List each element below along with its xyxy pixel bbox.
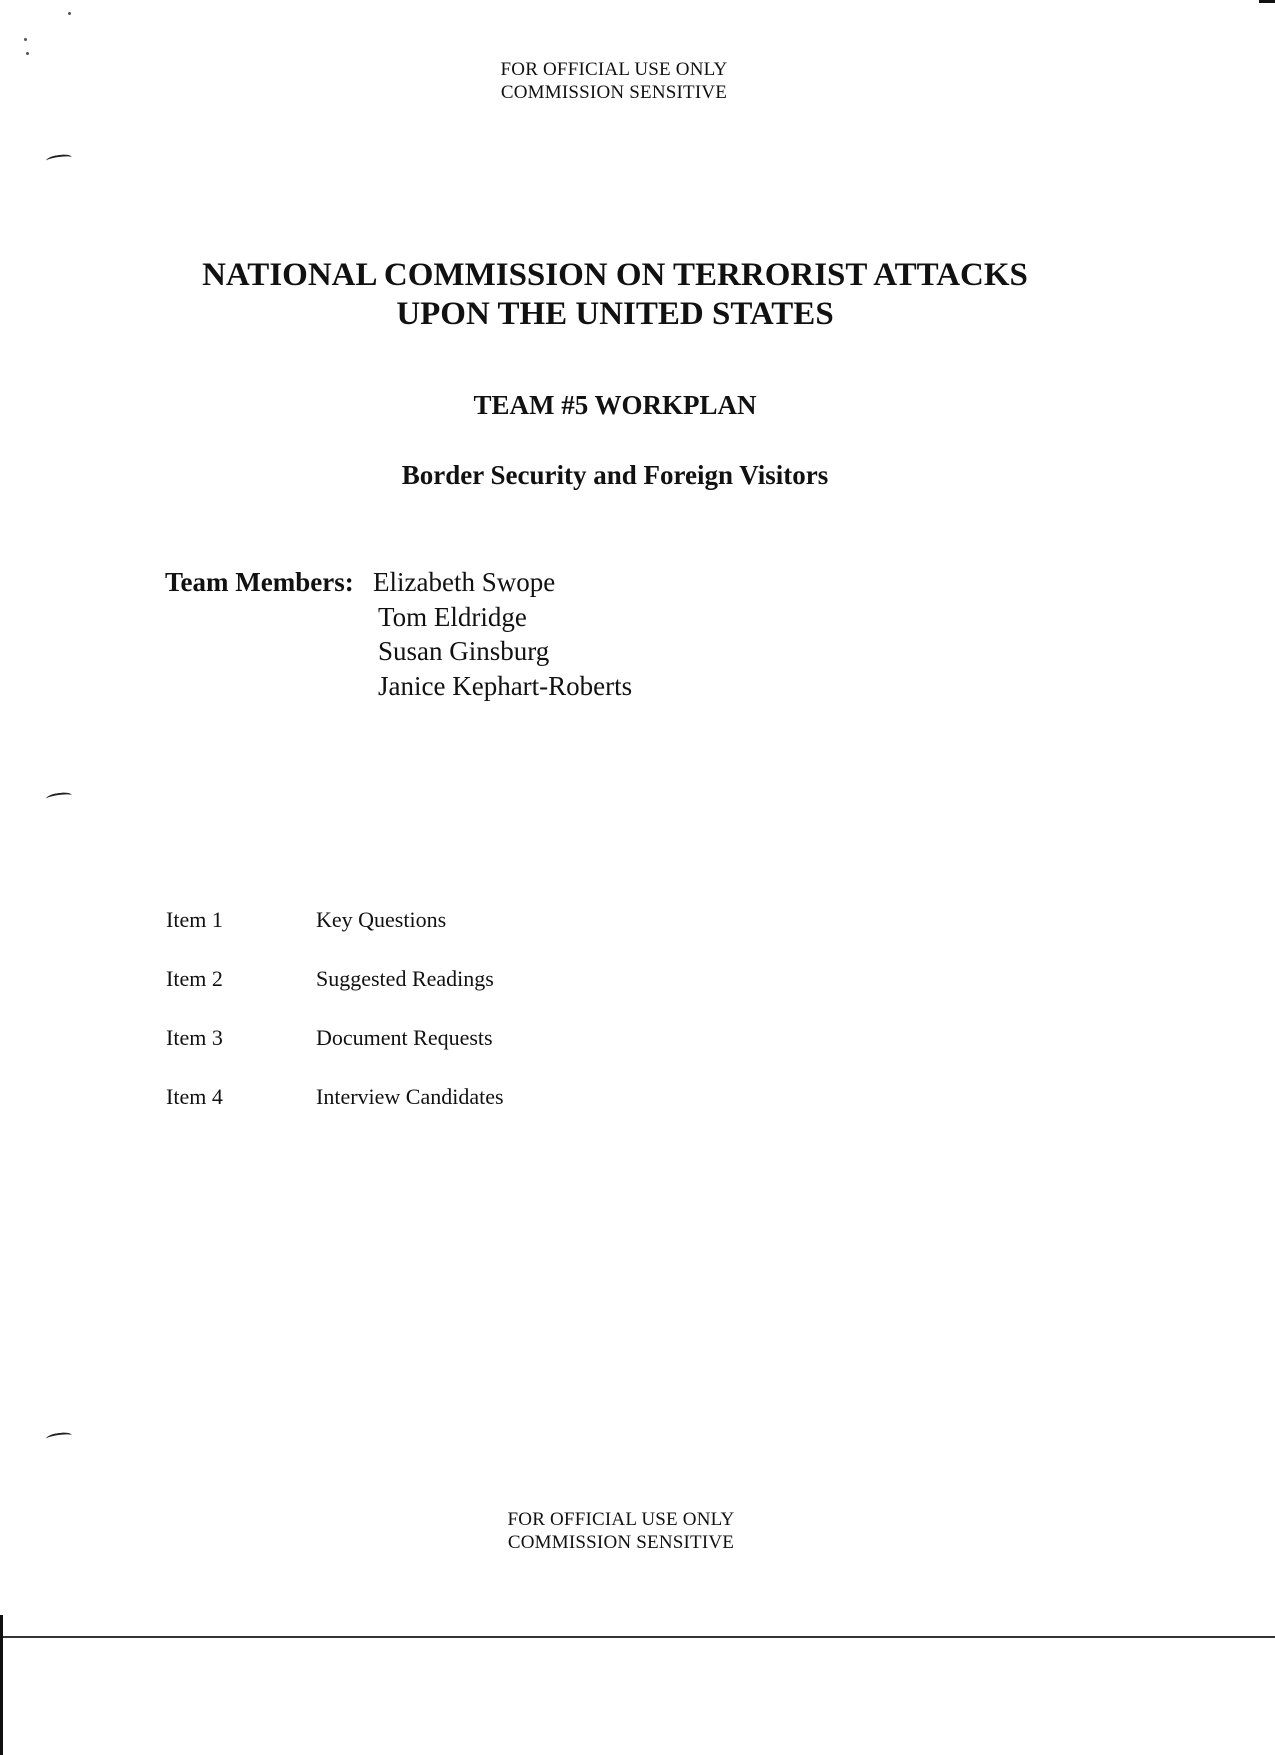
hole-punch-mark bbox=[46, 1431, 73, 1443]
item-label: Item 2 bbox=[166, 966, 223, 991]
hole-punch-mark bbox=[46, 153, 73, 165]
item-label: Item 1 bbox=[166, 907, 223, 932]
document-title bbox=[115, 256, 1115, 334]
scan-edge-mark bbox=[1259, 0, 1275, 3]
team-member: Elizabeth Swope bbox=[373, 567, 556, 597]
item-description: Key Questions bbox=[316, 907, 447, 932]
item-description: Suggested Readings bbox=[316, 966, 494, 991]
item-description: Interview Candidates bbox=[316, 1084, 504, 1109]
item-label: Item 3 bbox=[166, 1025, 223, 1050]
header-classification bbox=[414, 58, 814, 104]
team-member: Tom Eldridge bbox=[378, 601, 527, 632]
scan-speck bbox=[68, 12, 71, 15]
footer-line-1: FOR OFFICIAL USE ONLY bbox=[507, 1509, 735, 1530]
item-label: Item 4 bbox=[166, 1084, 223, 1109]
footer-line-2: COMMISSION SENSITIVE bbox=[507, 1532, 735, 1553]
team-members-label: Team Members: bbox=[165, 567, 354, 597]
item-description: Document Requests bbox=[316, 1025, 493, 1050]
footer-classification bbox=[421, 1508, 821, 1554]
scan-speck bbox=[24, 38, 27, 41]
scan-left-edge bbox=[0, 1615, 3, 1755]
team-member: Janice Kephart-Roberts bbox=[378, 670, 633, 701]
header-line-1: FOR OFFICIAL USE ONLY bbox=[500, 59, 728, 80]
title-line-2: UPON THE UNITED STATES bbox=[396, 296, 834, 332]
title-line-1: NATIONAL COMMISSION ON TERRORIST ATTACKS bbox=[202, 257, 1028, 293]
hole-punch-mark bbox=[46, 791, 73, 803]
workplan-subtitle: Border Security and Foreign Visitors bbox=[401, 460, 829, 490]
scan-bottom-edge bbox=[0, 1636, 1275, 1638]
team-member: Susan Ginsburg bbox=[378, 636, 550, 666]
scan-speck bbox=[26, 52, 29, 55]
header-line-2: COMMISSION SENSITIVE bbox=[500, 82, 728, 103]
team-members-list bbox=[373, 565, 633, 703]
workplan-title: TEAM #5 WORKPLAN bbox=[473, 390, 757, 420]
